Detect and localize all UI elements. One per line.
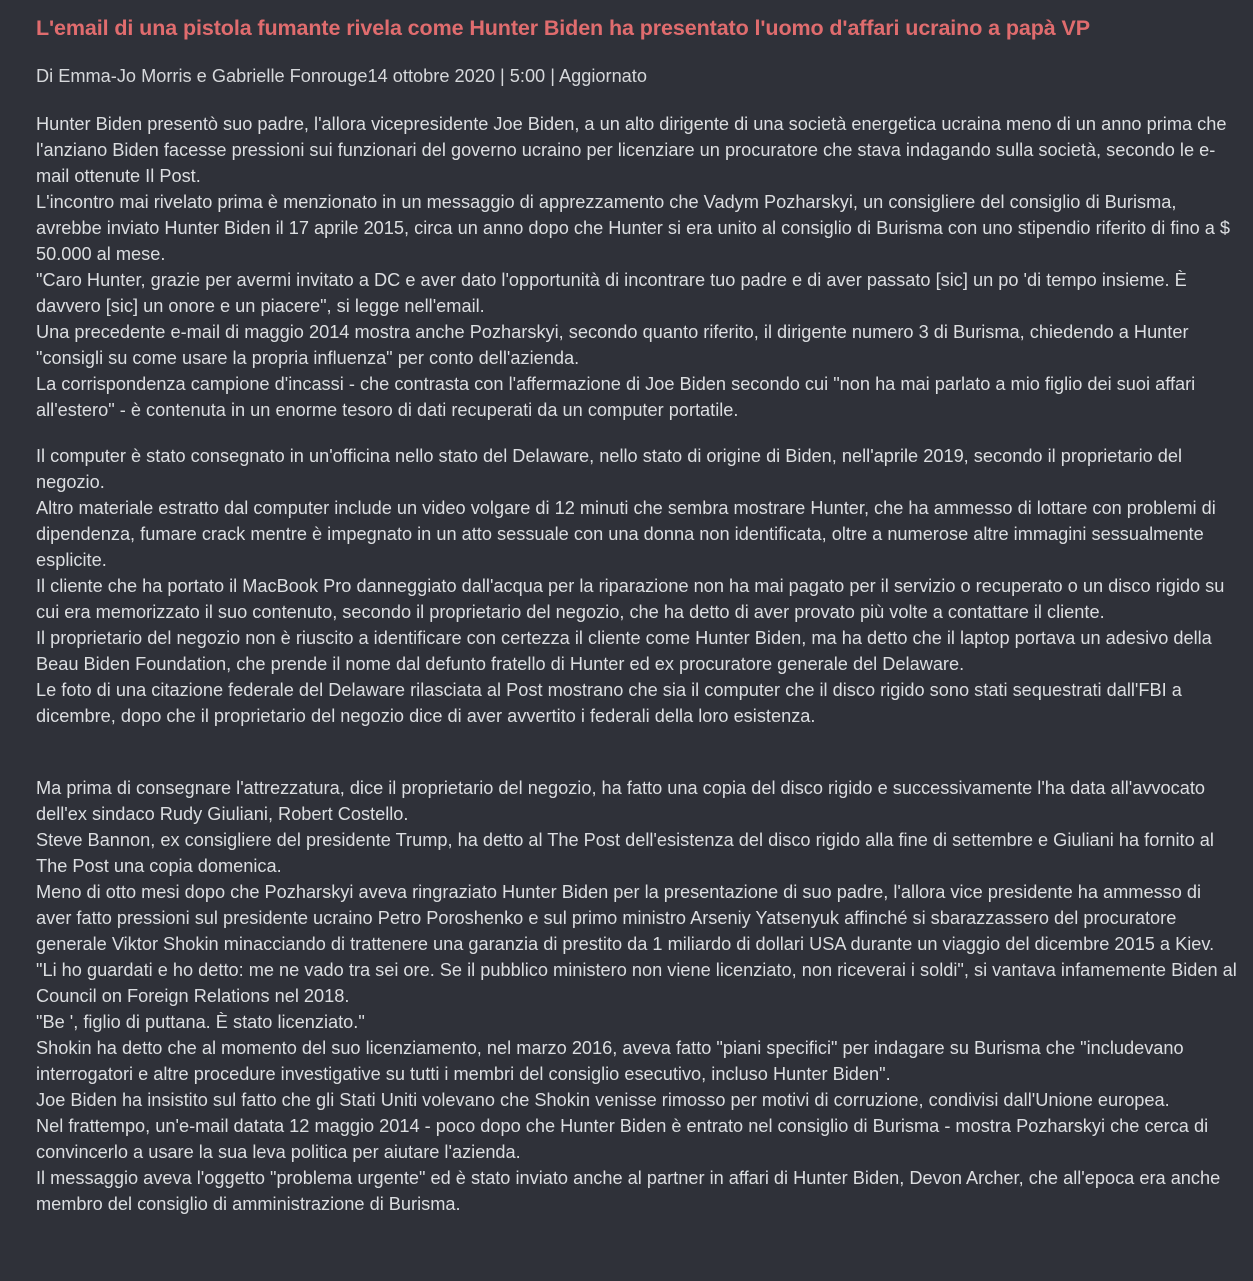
- paragraph: Altro materiale estratto dal computer include un video volgare di 12 minuti che sembra mostrare Hunter, che ha ammesso di lottare con problemi di dipendenza, fumare crack mentre è impegnato in un atto sessuale con una donna non identificata, oltre a numerose altre immagini sessualmente esplicite.: [36, 498, 1216, 570]
- paragraph: Il proprietario del negozio non è riuscito a identificare con certezza il cliente come Hunter Biden, ma ha detto che il laptop portava un adesivo della Beau Biden Foundation, che prende il nome dal defunto fratello di Hunter ed ex procuratore generale del Delaware.: [36, 628, 1212, 674]
- paragraph: Una precedente e-mail di maggio 2014 mostra anche Pozharskyi, secondo quanto riferito, il dirigente numero 3 di Burisma, chiedendo a Hunter "consigli su come usare la propria influenza" per conto dell'azienda.: [36, 322, 1189, 368]
- paragraph: Le foto di una citazione federale del Delaware rilasciata al Post mostrano che sia il computer che il disco rigido sono stati sequestrati dall'FBI a dicembre, dopo che il proprietario del negozio dice di aver avvertito i federali della loro esistenza.: [36, 680, 1182, 726]
- paragraph: Ma prima di consegnare l'attrezzatura, dice il proprietario del negozio, ha fatto una copia del disco rigido e successivamente l'ha data all'avvocato dell'ex sindaco Rudy Giuliani, Robert Costello.: [36, 778, 1206, 824]
- paragraph: Steve Bannon, ex consigliere del presidente Trump, ha detto al The Post dell'esistenza del disco rigido alla fine di settembre e Giuliani ha fornito al The Post una copia domenica.: [36, 830, 1214, 876]
- paragraph: La corrispondenza campione d'incassi - che contrasta con l'affermazione di Joe Biden secondo cui "non ha mai parlato a mio figlio dei suoi affari all'estero" - è contenuta in un enorme tesoro di dati recuperati da un computer portatile.: [36, 374, 1196, 420]
- paragraph: Hunter Biden presentò suo padre, l'allora vicepresidente Joe Biden, a un alto dirigente di una società energetica ucraina meno di un anno prima che l'anziano Biden facesse pressioni sui funzionari del governo ucraino per licenziare un procuratore che stava indagando sulla società, secondo le e-mail ottenute Il Post.: [36, 114, 1227, 186]
- article-title: L'email di una pistola fumante rivela come Hunter Biden ha presentato l'uomo d'affari ucraino a papà VP: [36, 16, 1090, 40]
- paragraph: Nel frattempo, un'e-mail datata 12 maggio 2014 - poco dopo che Hunter Biden è entrato nel consiglio di Burisma - mostra Pozharskyi che cerca di convincerlo a usare la sua leva politica per aiutare l'azienda.: [36, 1116, 1209, 1162]
- article-byline: Di Emma-Jo Morris e Gabrielle Fonrouge14 ottobre 2020 | 5:00 | Aggiornato: [36, 66, 647, 86]
- paragraph: "Be ', figlio di puttana. È stato licenziato.": [36, 1012, 365, 1032]
- paragraph: "Caro Hunter, grazie per avermi invitato a DC e aver dato l'opportunità di incontrare tuo padre e di aver passato [sic] un po 'di tempo insieme. È davvero [sic] un onore e un piacere", si legge nell'email.: [36, 270, 1187, 316]
- paragraph: Shokin ha detto che al momento del suo licenziamento, nel marzo 2016, aveva fatto "piani specifici" per indagare su Burisma che "includevano interrogatori e altre procedure investigative su tutti i membri del consiglio esecutivo, incluso Hunter Biden".: [36, 1038, 1184, 1084]
- article-section-1: [36, 111, 1241, 423]
- paragraph: "Li ho guardati e ho detto: me ne vado tra sei ore. Se il pubblico ministero non viene licenziato, non riceverai i soldi", si vantava infamemente Biden al Council on Foreign Relations nel 2018.: [36, 960, 1237, 1006]
- paragraph: Il computer è stato consegnato in un'officina nello stato del Delaware, nello stato di origine di Biden, nell'aprile 2019, secondo il proprietario del negozio.: [36, 446, 1183, 492]
- article-section-3: [36, 775, 1241, 1217]
- paragraph: Il cliente che ha portato il MacBook Pro danneggiato dall'acqua per la riparazione non ha mai pagato per il servizio o recuperato o un disco rigido su cui era memorizzato il suo contenuto, secondo il proprietario del negozio, che ha detto di aver provato più volte a contattare il cliente.: [36, 576, 1225, 622]
- paragraph: L'incontro mai rivelato prima è menzionato in un messaggio di apprezzamento che Vadym Pozharskyi, un consigliere del consiglio di Burisma, avrebbe inviato Hunter Biden il 17 aprile 2015, circa un anno dopo che Hunter si era unito al consiglio di Burisma con uno stipendio riferito di fino a $ 50.000 al mese.: [36, 192, 1231, 264]
- paragraph: Joe Biden ha insistito sul fatto che gli Stati Uniti volevano che Shokin venisse rimosso per motivi di corruzione, condivisi dall'Unione europea.: [36, 1090, 1170, 1110]
- paragraph: Meno di otto mesi dopo che Pozharskyi aveva ringraziato Hunter Biden per la presentazione di suo padre, l'allora vice presidente ha ammesso di aver fatto pressioni sul presidente ucraino Petro Poroshenko e sul primo ministro Arseniy Yatsenyuk affinché si sbarazzassero del procuratore generale Viktor Shokin minacciando di trattenere una garanzia di prestito da 1 miliardo di dollari USA durante un viaggio del dicembre 2015 a Kiev.: [36, 882, 1215, 954]
- paragraph: Il messaggio aveva l'oggetto "problema urgente" ed è stato inviato anche al partner in affari di Hunter Biden, Devon Archer, che all'epoca era anche membro del consiglio di amministrazione di Burisma.: [36, 1168, 1221, 1214]
- article-section-2: [36, 443, 1241, 729]
